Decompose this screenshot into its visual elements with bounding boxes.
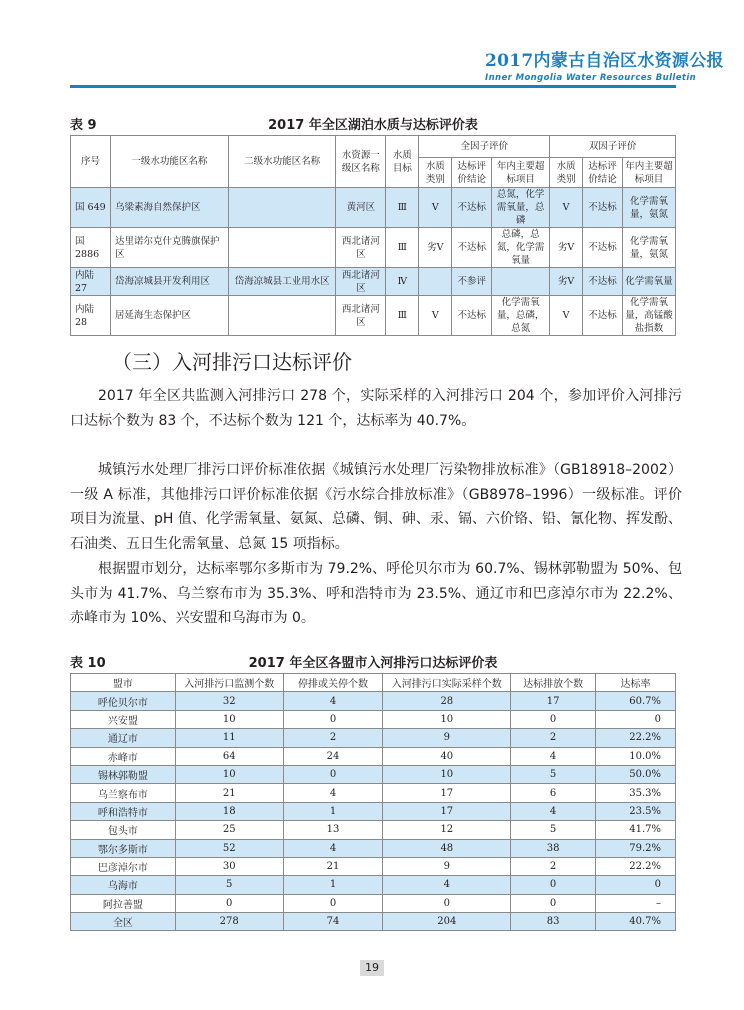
table10-row [71, 821, 676, 839]
table9-cell-region: 西北诸河区 [336, 296, 386, 336]
table10-header: 入河排污口监测个数 [175, 674, 283, 692]
table10-row [71, 913, 676, 931]
table10-cell: 1 [283, 876, 383, 894]
table10-cell: 0 [283, 765, 383, 783]
table10-cell: 32 [175, 692, 283, 710]
table10-row [71, 857, 676, 875]
table10-cell: 5 [511, 821, 596, 839]
table9-cell-seq: 国 2886 [71, 228, 111, 268]
table10-cell: 22.2% [596, 857, 676, 875]
table10-cell: 4 [283, 692, 383, 710]
table10-cell: 48 [383, 839, 511, 857]
table10-cell: 4 [283, 839, 383, 857]
table9-cell-f-result: 不达标 [452, 188, 492, 228]
table10-cell: 50.0% [596, 765, 676, 783]
table10-cell: 40.7% [596, 913, 676, 931]
table9-cell-d-result: 不达标 [583, 188, 623, 228]
table10-cell: 25 [175, 821, 283, 839]
table10-row [71, 802, 676, 820]
table10-cell: 28 [383, 692, 511, 710]
table10-cell: 4 [383, 876, 511, 894]
table10-cell: 10 [383, 765, 511, 783]
paragraph-2: 城镇污水处理厂排污口评价标准依据《城镇污水处理厂污染物排放标准》（GB18918–2002）一级 A 标准，其他排污口评价标准依据《污水综合排放标准》（GB8978–1996）一级标准。评价项目为流量、pH 值、化学需氧量、氨氮、总磷、铜、砷、汞、镉、六价铬、铅、氰化物、挥发酚、石油类、五日生化需氧量、总氮 15 项指标。 [70, 462, 682, 552]
table10-cell: 22.2% [596, 729, 676, 747]
table10-cell: 呼和浩特市 [71, 802, 176, 820]
table9-cell-region: 西北诸河区 [336, 228, 386, 268]
table10-cell: 0 [596, 876, 676, 894]
table10-cell: 11 [175, 729, 283, 747]
section-heading: （三）入河排污口达标评价 [112, 350, 352, 374]
table10-cell: 40 [383, 747, 511, 765]
table9-cell-lvl1: 乌梁素海自然保护区 [110, 188, 228, 228]
table9-cell-lvl2 [228, 228, 336, 268]
table9-cell-f-items: 总磷，总氮，化学需氧量 [492, 228, 550, 268]
table10-row [71, 894, 676, 912]
table10-cell: 9 [383, 857, 511, 875]
table10-cell: 9 [383, 729, 511, 747]
table10-cell: 0 [383, 894, 511, 912]
table10-cell: 10.0% [596, 747, 676, 765]
table10-cell: 17 [383, 802, 511, 820]
table10-cell: 呼伦贝尔市 [71, 692, 176, 710]
table10-row [71, 710, 676, 728]
table9-cell-target: Ⅲ [386, 228, 419, 268]
table10-cell: 38 [511, 839, 596, 857]
table9-cell-d-result: 不达标 [583, 268, 623, 296]
table9-cell-d-items: 化学需氧量，高锰酸盐指数 [623, 296, 676, 336]
th-full-result: 达标评价结论 [452, 158, 492, 188]
th-lvl1: 一级水功能区名称 [110, 136, 228, 188]
table10-row [71, 729, 676, 747]
table10-cell: 30 [175, 857, 283, 875]
table10-cell: 79.2% [596, 839, 676, 857]
header-rule [70, 85, 676, 88]
table9-cell-d-result: 不达标 [583, 296, 623, 336]
table9-title: 2017 年全区湖泊水质与达标评价表 [268, 118, 478, 133]
table10-cell: 4 [511, 802, 596, 820]
th-full: 全因子评价 [419, 136, 550, 158]
table10-cell: 2 [283, 729, 383, 747]
table10-cell: 5 [511, 765, 596, 783]
th-dual-items: 年内主要超标项目 [623, 158, 676, 188]
table10-cell: 0 [596, 710, 676, 728]
table10-cell: 23.5% [596, 802, 676, 820]
table10-cell: 0 [175, 894, 283, 912]
table10-cell: 74 [283, 913, 383, 931]
header-title: 2017内蒙古自治区水资源公报 [485, 51, 724, 71]
table10-caption [70, 652, 676, 672]
table9-cell-f-items [492, 268, 550, 296]
table9-cell-f-grade: Ⅴ [419, 296, 452, 336]
table10-header: 盟市 [71, 674, 176, 692]
table10-cell: 278 [175, 913, 283, 931]
table10-cell: 52 [175, 839, 283, 857]
table10-cell: 4 [283, 784, 383, 802]
table9-cell-d-grade: Ⅴ [550, 188, 583, 228]
th-full-items: 年内主要超标项目 [492, 158, 550, 188]
table10-cell: 83 [511, 913, 596, 931]
th-dual: 双因子评价 [550, 136, 676, 158]
table10-cell: 锡林郭勒盟 [71, 765, 176, 783]
table10-cell: 17 [511, 692, 596, 710]
table10-cell: 0 [283, 710, 383, 728]
table9-cell-d-items: 化学需氧量，氨氮 [623, 188, 676, 228]
table9-cell-f-result: 不参评 [452, 268, 492, 296]
table10-cell: 21 [283, 857, 383, 875]
table9-cell-lvl1: 达里诺尔克什克腾旗保护区 [110, 228, 228, 268]
table10-cell: 13 [283, 821, 383, 839]
table10-cell: 赤峰市 [71, 747, 176, 765]
table10-row [71, 692, 676, 710]
table10-cell: 60.7% [596, 692, 676, 710]
table10-cell: 10 [175, 710, 283, 728]
table10-cell: 17 [383, 784, 511, 802]
th-full-grade: 水质类别 [419, 158, 452, 188]
table9-cell-seq: 国 649 [71, 188, 111, 228]
th-lvl2: 二级水功能区名称 [228, 136, 336, 188]
table9-cell-d-grade: 劣Ⅴ [550, 268, 583, 296]
table10-cell: 4 [511, 747, 596, 765]
table10-cell: 乌海市 [71, 876, 176, 894]
table9-cell-d-items: 化学需氧量 [623, 268, 676, 296]
table10-cell: 0 [511, 894, 596, 912]
table10-header: 停排或关停个数 [283, 674, 383, 692]
table9-cell-f-grade [419, 268, 452, 296]
table9-cell-target: Ⅳ [386, 268, 419, 296]
table10-cell: 21 [175, 784, 283, 802]
th-seq: 序号 [71, 136, 111, 188]
table9-cell-seq: 内陆 27 [71, 268, 111, 296]
table9-row [71, 268, 676, 296]
table10-number: 表 10 [70, 656, 106, 671]
table9-row [71, 228, 676, 268]
table9-cell-f-grade: 劣Ⅴ [419, 228, 452, 268]
table9-cell-d-grade: 劣Ⅴ [550, 228, 583, 268]
table10-cell: 兴安盟 [71, 710, 176, 728]
table10-cell: 0 [511, 710, 596, 728]
table9-cell-region: 西北诸河区 [336, 268, 386, 296]
table10-cell: 35.3% [596, 784, 676, 802]
table10-cell: 1 [283, 802, 383, 820]
header-subtitle: Inner Mongolia Water Resources Bulletin [485, 73, 697, 83]
table10-header: 达标排放个数 [511, 674, 596, 692]
table10-cell: 全区 [71, 913, 176, 931]
table10-cell: 204 [383, 913, 511, 931]
table10-cell: 2 [511, 857, 596, 875]
table10-cell: – [596, 894, 676, 912]
table10-row [71, 839, 676, 857]
table10-cell: 64 [175, 747, 283, 765]
table10-cell: 乌兰察布市 [71, 784, 176, 802]
table10-cell: 0 [283, 894, 383, 912]
table10-cell: 12 [383, 821, 511, 839]
table9-cell-d-grade: Ⅴ [550, 296, 583, 336]
table10-cell: 41.7% [596, 821, 676, 839]
table9-row [71, 188, 676, 228]
table10-cell: 6 [511, 784, 596, 802]
paragraph-1: 2017 年全区共监测入河排污口 278 个，实际采样的入河排污口 204 个，参加评价入河排污口达标个数为 83 个，不达标个数为 121 个，达标率为 40.7%。 [70, 388, 682, 429]
table10-cell: 10 [175, 765, 283, 783]
th-dual-grade: 水质类别 [550, 158, 583, 188]
th-target: 水质目标 [386, 136, 419, 188]
table9-cell-d-result: 不达标 [583, 228, 623, 268]
table10-cell: 通辽市 [71, 729, 176, 747]
table10-cell: 5 [175, 876, 283, 894]
paragraph-3: 根据盟市划分，达标率鄂尔多斯市为 79.2%、呼伦贝尔市为 60.7%、锡林郭勒盟为 50%、包头市为 41.7%、乌兰察布市为 35.3%、呼和浩特市为 23.5%、通辽市和巴彦淖尔市为 22.2%、赤峰市为 10%、兴安盟和乌海市为 0。 [70, 561, 682, 627]
table10-cell: 0 [511, 876, 596, 894]
table10-cell: 24 [283, 747, 383, 765]
table9-cell-lvl2 [228, 188, 336, 228]
table9-cell-lvl1: 岱海凉城县开发利用区 [110, 268, 228, 296]
table9-cell-target: Ⅲ [386, 188, 419, 228]
table10-cell: 包头市 [71, 821, 176, 839]
th-region: 水资源一级区名称 [336, 136, 386, 188]
table10-row [71, 784, 676, 802]
table10-header: 达标率 [596, 674, 676, 692]
table9-cell-f-result: 不达标 [452, 296, 492, 336]
table9-cell-f-result: 不达标 [452, 228, 492, 268]
table9-cell-d-items: 化学需氧量，氨氮 [623, 228, 676, 268]
table9-cell-lvl2 [228, 296, 336, 336]
table10-cell: 巴彦淖尔市 [71, 857, 176, 875]
table9-cell-seq: 内陆 28 [71, 296, 111, 336]
table9 [70, 135, 676, 336]
table10 [70, 673, 676, 931]
table10-row [71, 747, 676, 765]
table9-cell-region: 黄河区 [336, 188, 386, 228]
table10-cell: 18 [175, 802, 283, 820]
table9-cell-lvl2: 岱海凉城县工业用水区 [228, 268, 336, 296]
table10-title: 2017 年全区各盟市入河排污口达标评价表 [248, 656, 498, 671]
table9-cell-f-grade: Ⅴ [419, 188, 452, 228]
table10-cell: 鄂尔多斯市 [71, 839, 176, 857]
table9-number: 表 9 [70, 118, 97, 133]
table9-row [71, 296, 676, 336]
table10-row [71, 876, 676, 894]
table9-cell-lvl1: 居延海生态保护区 [110, 296, 228, 336]
table9-cell-f-items: 总氮，化学需氧量，总磷 [492, 188, 550, 228]
table10-row [71, 765, 676, 783]
th-dual-result: 达标评价结论 [583, 158, 623, 188]
table9-caption [70, 114, 676, 134]
table10-cell: 2 [511, 729, 596, 747]
table10-cell: 阿拉善盟 [71, 894, 176, 912]
table10-cell: 10 [383, 710, 511, 728]
table9-cell-target: Ⅲ [386, 296, 419, 336]
table9-cell-f-items: 化学需氧量，总磷，总氮 [492, 296, 550, 336]
table10-header: 入河排污口实际采样个数 [383, 674, 511, 692]
page-number: 19 [360, 960, 384, 976]
